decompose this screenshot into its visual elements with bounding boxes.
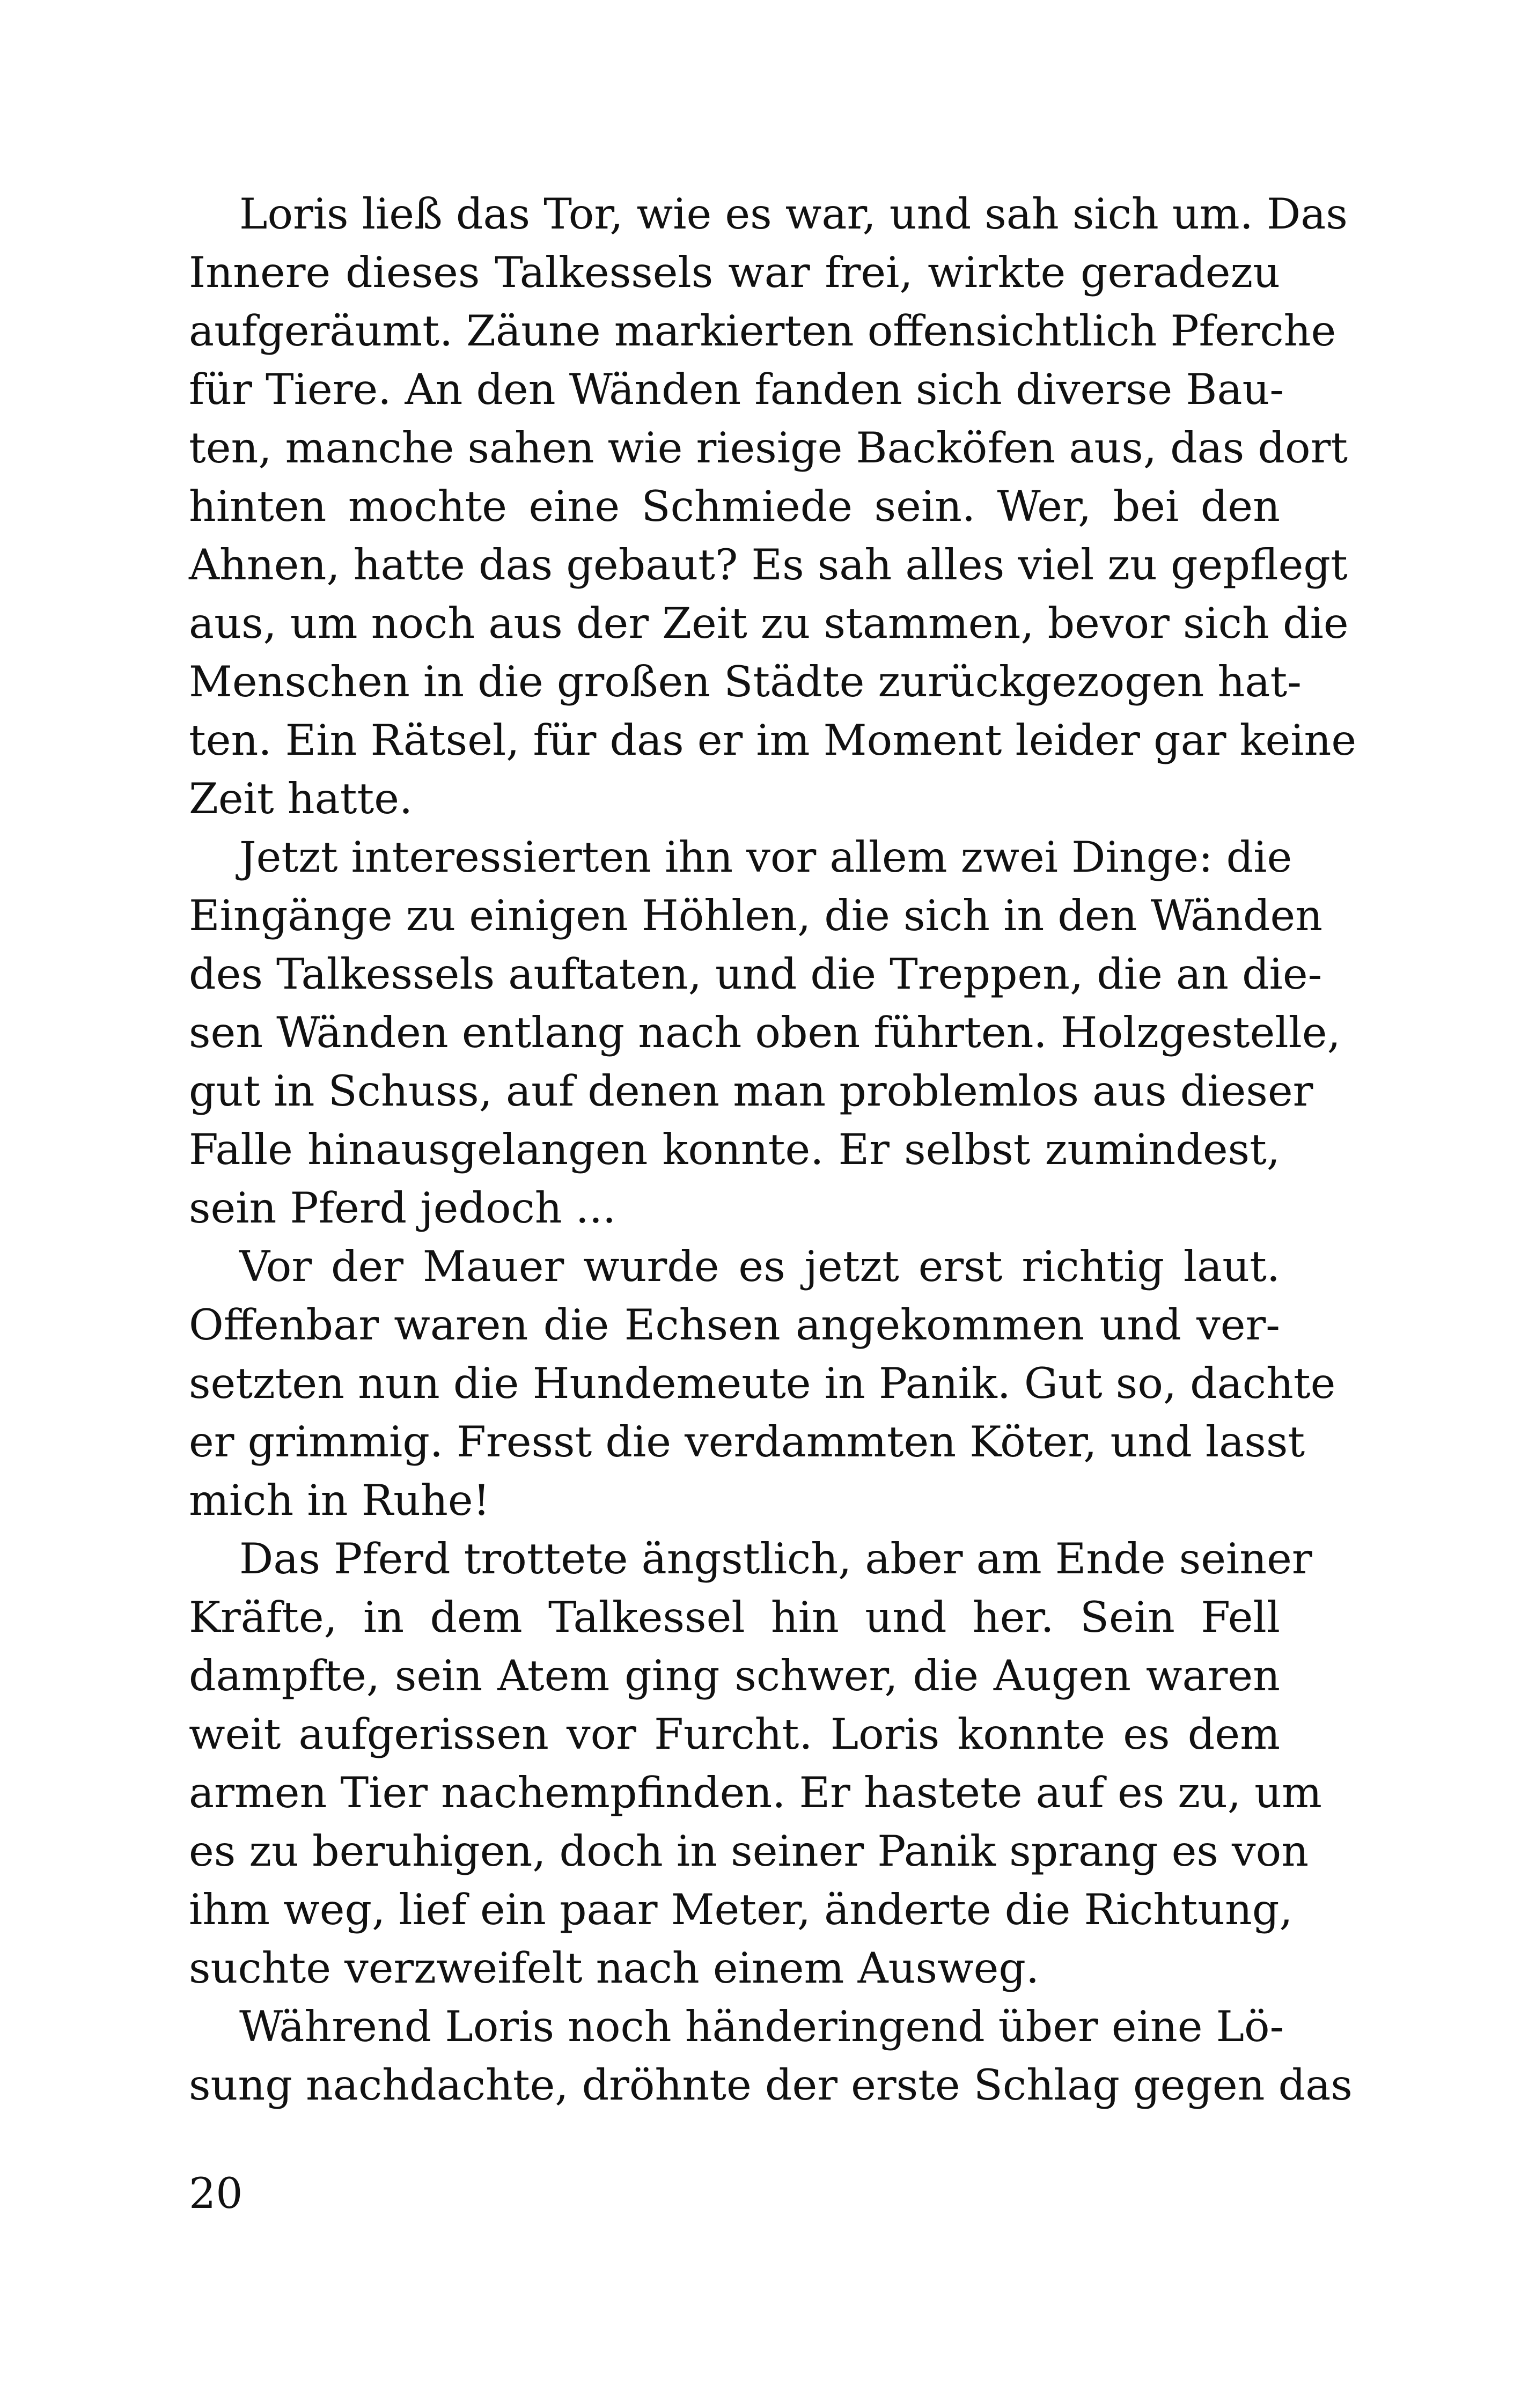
text-line: Loris ließ das Tor, wie es war, und sah sich um. Das — [239, 189, 1348, 239]
text-line: sen Wänden entlang nach oben führten. Holzgestelle, — [189, 1008, 1341, 1057]
page-number: 20 — [189, 2169, 243, 2218]
text-line: des Talkessels auftaten, und die Treppen, die an die- — [189, 949, 1322, 999]
text-line: es zu beruhigen, doch in seiner Panik sprang es von — [189, 1827, 1309, 1876]
text-line: sung nachdachte, dröhnte der erste Schlag gegen das — [189, 2060, 1353, 2110]
text-line: sein Pferd jedoch ... — [189, 1183, 616, 1233]
text-line: armen Tier nachempfinden. Er hastete auf es zu, um — [189, 1768, 1322, 1817]
text-line: aufgeräumt. Zäune markierten offensichtlich Pferche — [189, 306, 1336, 356]
text-line: Das Pferd trottete ängstlich, aber am Ende seiner — [239, 1534, 1312, 1584]
text-line: weit aufgerissen vor Furcht. Loris konnte es dem — [189, 1710, 1280, 1759]
text-line: Falle hinausgelangen konnte. Er selbst zumindest, — [189, 1125, 1280, 1174]
text-line: ten, manche sahen wie riesige Backöfen aus, das dort — [189, 423, 1348, 473]
text-line: aus, um noch aus der Zeit zu stammen, bevor sich die — [189, 599, 1349, 648]
text-line: Zeit hatte. — [189, 774, 413, 823]
text-line: Innere dieses Talkessels war frei, wirkte geradezu — [189, 248, 1280, 297]
paragraph-5 — [189, 1998, 1353, 2115]
text-line: ihm weg, lief ein paar Meter, änderte die Richtung, — [189, 1885, 1293, 1934]
text-line: er grimmig. Fresst die verdammten Köter, und lasst — [189, 1417, 1305, 1467]
text-line: mich in Ruhe! — [189, 1476, 490, 1525]
text-line: Ahnen, hatte das gebaut? Es sah alles viel zu gepflegt — [189, 540, 1348, 590]
text-line: Menschen in die großen Städte zurückgezogen hat- — [189, 657, 1302, 706]
text-line: dampfte, sein Atem ging schwer, die Augen waren — [189, 1651, 1280, 1700]
text-line: setzten nun die Hundemeute in Panik. Gut so, dachte — [189, 1359, 1336, 1408]
text-line: für Tiere. An den Wänden fanden sich diverse Bau- — [189, 365, 1284, 414]
paragraph-2 — [189, 828, 1341, 1238]
body-text — [189, 185, 1357, 2115]
text-line: Während Loris noch händeringend über eine Lö- — [239, 2002, 1284, 2051]
text-line: Jetzt interessierten ihn vor allem zwei Dinge: die — [239, 833, 1292, 882]
text-line: Vor der Mauer wurde es jetzt erst richtig laut. — [239, 1242, 1280, 1291]
text-line: hinten mochte eine Schmiede sein. Wer, bei den — [189, 482, 1280, 531]
text-line: Offenbar waren die Echsen angekommen und ver- — [189, 1300, 1280, 1350]
paragraph-1 — [189, 185, 1357, 828]
paragraph-4 — [189, 1530, 1322, 1998]
text-line: gut in Schuss, auf denen man problemlos aus dieser — [189, 1066, 1313, 1116]
paragraph-3 — [189, 1238, 1336, 1530]
text-line: suchte verzweifelt nach einem Ausweg. — [189, 1943, 1040, 1993]
text-line: Eingänge zu einigen Höhlen, die sich in den Wänden — [189, 891, 1323, 940]
text-line: Kräfte, in dem Talkessel hin und her. Sein Fell — [189, 1593, 1280, 1642]
text-line: ten. Ein Rätsel, für das er im Moment leider gar keine — [189, 716, 1357, 765]
